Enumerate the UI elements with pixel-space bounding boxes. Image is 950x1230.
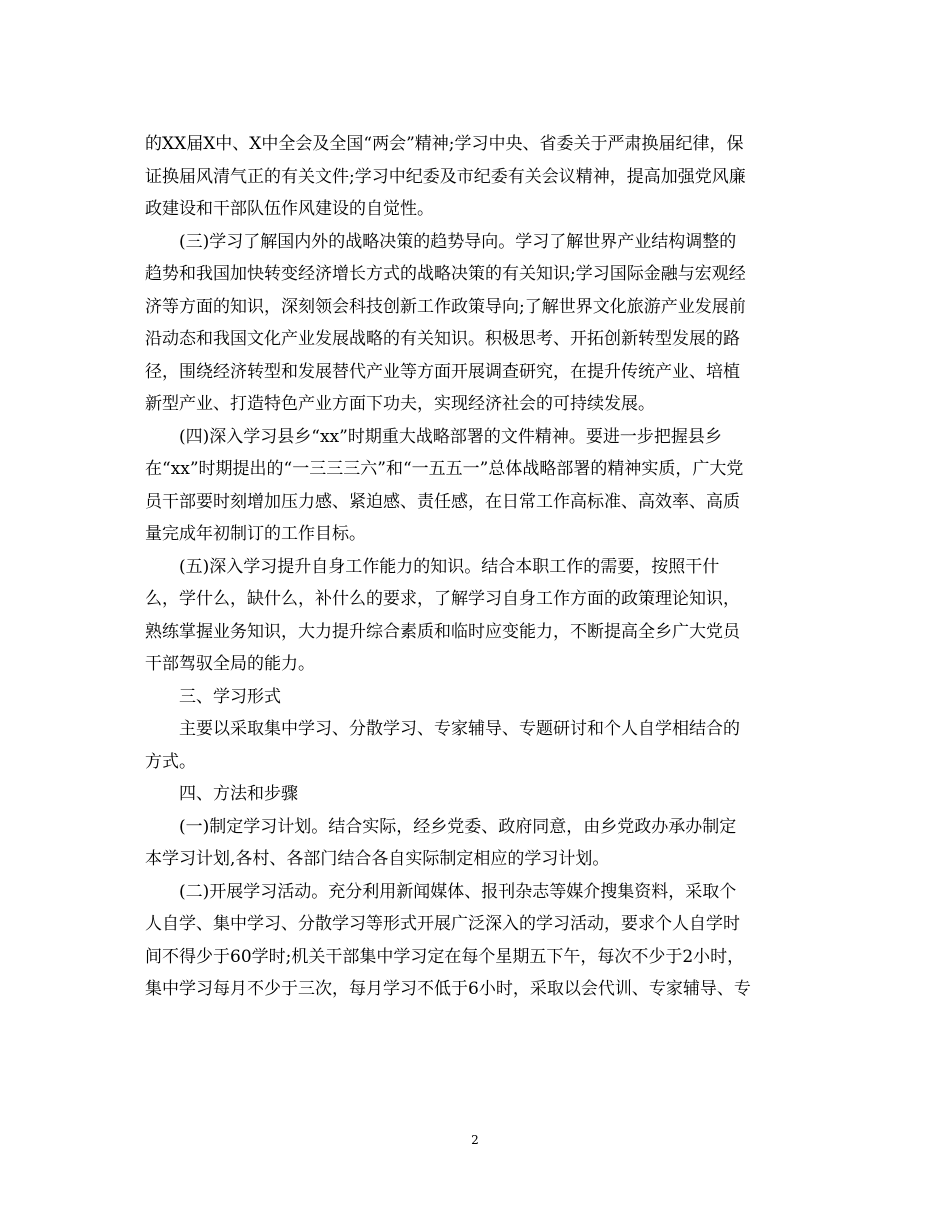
text-line: (四)深入学习县乡“xx”时期重大战略部署的文件精神。要进一步把握县乡 <box>179 426 722 447</box>
section-heading-methods <box>145 778 807 811</box>
text-line: 在“xx”时期提出的“一三三三六”和“一五五一”总体战略部署的精神实质，广大党 <box>145 459 744 479</box>
paragraph-5 <box>145 551 807 681</box>
text-line: 主要以采取集中学习、分散学习、专家辅导、专题研讨和个人自学相结合的 <box>179 719 740 739</box>
section-heading: 四、方法和步骤 <box>179 784 298 804</box>
paragraph-method-1 <box>145 811 807 876</box>
text-line: 趋势和我国加快转变经济增长方式的战略决策的有关知识;学习国际金融与宏观经 <box>145 264 746 284</box>
paragraph-4 <box>145 421 807 551</box>
text-line: 的XX届X中、X中全会及全国“两会”精神;学习中央、省委关于严肃换届纪律，保 <box>145 134 744 154</box>
paragraph-3 <box>145 226 807 421</box>
text-line: 间不得少于60学时;机关干部集中学习定在每个星期五下午，每次不少于2小时， <box>145 946 745 967</box>
text-line: 量完成年初制订的工作目标。 <box>145 524 366 544</box>
text-line: (二)开展学习活动。充分利用新闻媒体、报刊杂志等媒介搜集资料，采取个 <box>179 881 737 902</box>
text-line: 济等方面的知识，深刻领会科技创新工作政策导向;了解世界文化旅游产业发展前 <box>145 296 746 317</box>
text-line: 员干部要时刻增加压力感、紧迫感、责任感，在日常工作高标准、高效率、高质 <box>145 491 740 512</box>
text-line: 么，学什么，缺什么，补什么的要求，了解学习自身工作方面的政策理论知识， <box>145 589 740 609</box>
page-number: 2 <box>471 1133 479 1147</box>
text-line: 本学习计划,各村、各部门结合各自实际制定相应的学习计划。 <box>145 849 610 869</box>
paragraph-study-form <box>145 713 807 778</box>
paragraph-method-2 <box>145 876 807 1006</box>
text-line: 径，围绕经济转型和发展替代产业等方面开展调查研究，在提升传统产业、培植 <box>145 361 740 382</box>
text-line: (一)制定学习计划。结合实际，经乡党委、政府同意，由乡党政办承办制定 <box>179 816 737 837</box>
paragraph-continued <box>145 128 807 226</box>
section-heading-study-form <box>145 681 807 714</box>
text-line: 集中学习每月不少于三次，每月学习不低于6小时，采取以会代训、专家辅导、专 <box>145 979 751 999</box>
text-line: 方式。 <box>145 751 196 772</box>
text-line: 政建设和干部队伍作风建设的自觉性。 <box>145 199 434 219</box>
document-body <box>145 128 807 1006</box>
text-line: 新型产业、打造特色产业方面下功夫，实现经济社会的可持续发展。 <box>145 394 655 414</box>
text-line: (三)学习了解国内外的战略决策的趋势导向。学习了解世界产业结构调整的 <box>179 231 737 252</box>
text-line: 干部驾驭全局的能力。 <box>145 654 315 674</box>
text-line: 人自学、集中学习、分散学习等形式开展广泛深入的学习活动，要求个人自学时 <box>145 914 740 934</box>
text-line: 沿动态和我国文化产业发展战略的有关知识。积极思考、开拓创新转型发展的路 <box>145 329 740 349</box>
text-line: 熟练掌握业务知识，大力提升综合素质和临时应变能力，不断提高全乡广大党员 <box>145 621 740 642</box>
section-heading: 三、学习形式 <box>179 686 281 707</box>
text-line: (五)深入学习提升自身工作能力的知识。结合本职工作的需要，按照干什 <box>179 556 720 577</box>
text-line: 证换届风清气正的有关文件;学习中纪委及市纪委有关会议精神，提高加强党风廉 <box>145 166 746 187</box>
